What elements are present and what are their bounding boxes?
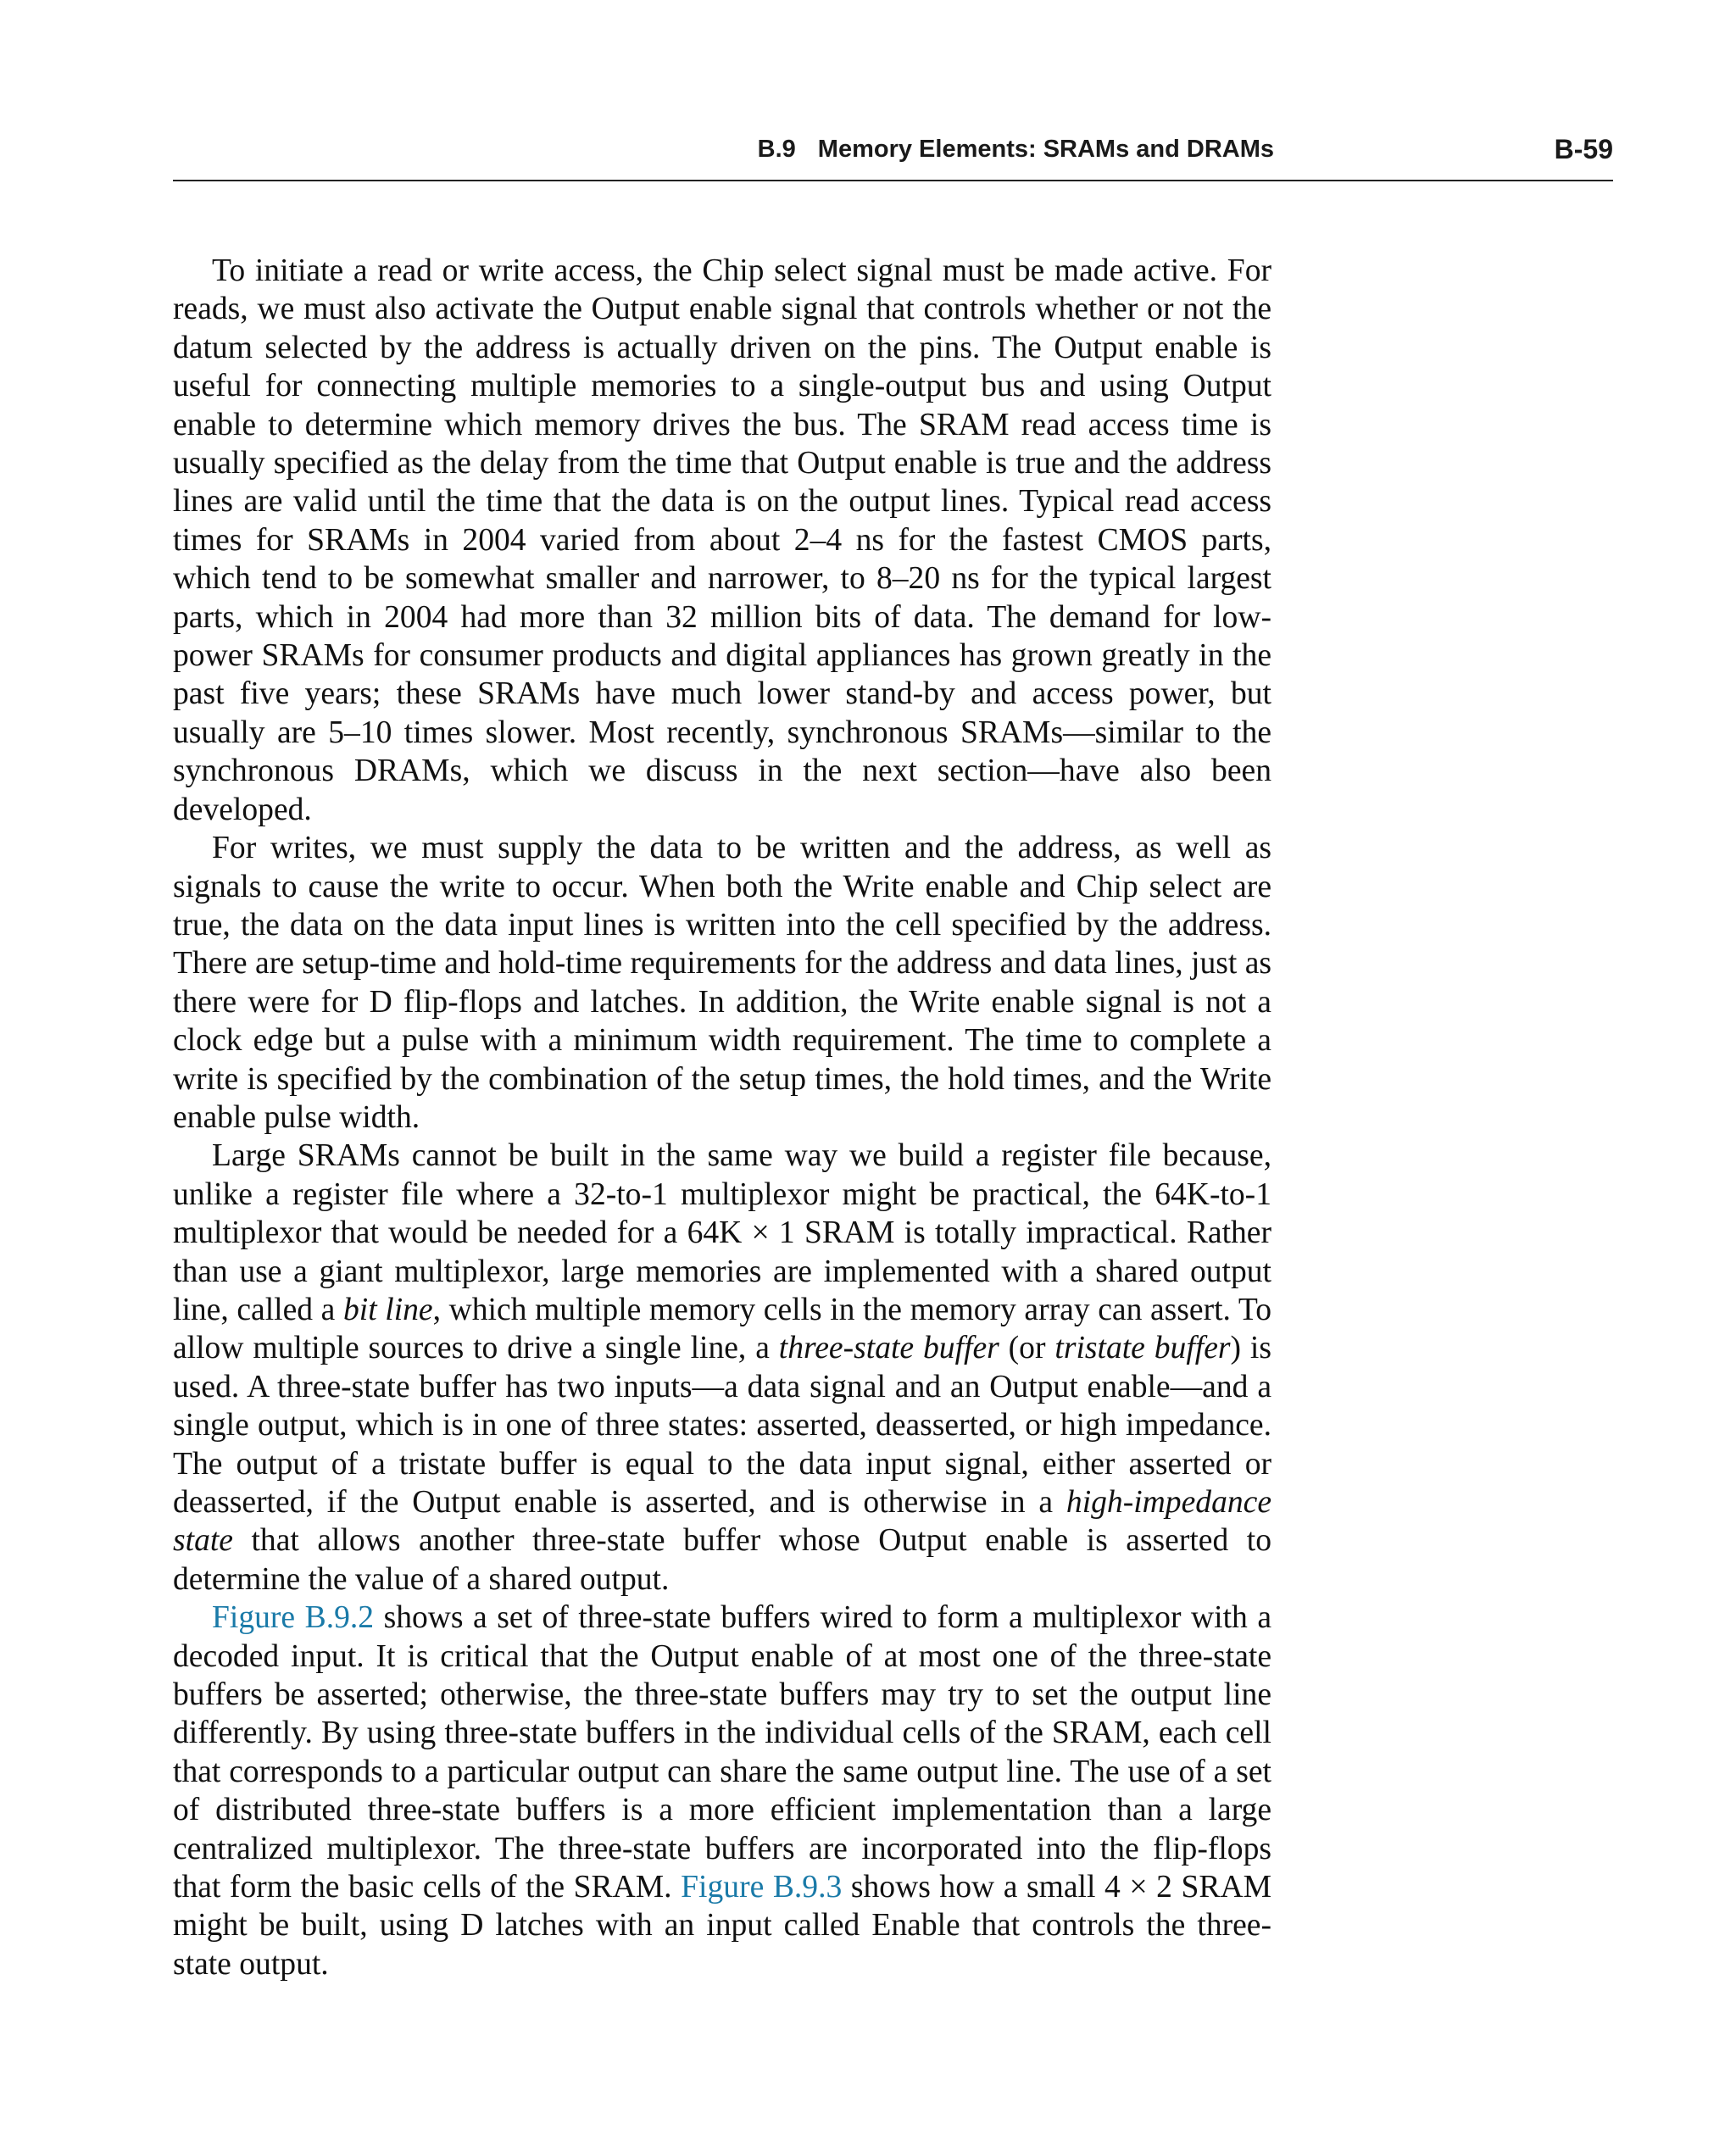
- text-run: To initiate a read or write access, the Chip select signal must be made active. For reads, we must also activate the Output enable signal that controls whether or not the datum selected by the address is actually driven on the pins. The Output enable is useful for connecting multiple memories to a single-output bus and using Output enable to determine which memory drives the bus. The SRAM read access time is usually specified as the delay from the time that Output enable is true and the address lines are valid until the time that the data is on the output lines. Typical read access times for SRAMs in 2004 varied from about 2–4 ns for the fastest CMOS parts, which tend to be somewhat smaller and narrower, to 8–20 ns for the typical largest parts, which in 2004 had more than 32 million bits of data. The demand for low-power SRAMs for consumer products and digital appliances has grown greatly in the past five years; these SRAMs have much lower stand-by and access power, but usually are 5–10 times slower. Most recently, synchronous SRAMs—similar to the synchronous DRAMs, which we discuss in the next section—have also been developed.: [173, 253, 1271, 827]
- text-run: Large SRAMs cannot be built in the same way we build a register file because, unlike a register file where a 32-to-1 multiplexor might be practical, the 64K-to-1 multiplexor that would be needed for a 64K × 1 SRAM is totally impractical. Rather than use a giant multiplexor, large memories are implemented with a shared output line, called a: [173, 1138, 1271, 1327]
- figure-reference-link[interactable]: Figure B.9.3: [681, 1870, 843, 1905]
- paragraph: [173, 1599, 1271, 1983]
- text-run: shows a set of three-state buffers wired to form a multiplexor with a decoded input. It is critical that the Output enable of at most one of the three-state buffers be asserted; otherwise, the three-state buffers may try to set the output line differently. By using three-state buffers in the individual cells of the SRAM, each cell that corresponds to a particular output can share the same output line. The use of a set of distributed three-state buffers is a more efficient implementation than a large centralized multiplexor. The three-state buffers are incorporated into the flip-flops that form the basic cells of the SRAM.: [173, 1600, 1271, 1905]
- figure-reference-link[interactable]: Figure B.9.2: [212, 1600, 375, 1636]
- text-run: that allows another three-state buffer whose Output enable is asserted to determine the value of a shared output.: [173, 1523, 1271, 1597]
- italic-term: three-state buffer: [778, 1331, 999, 1366]
- text-run: shows how a small 4 × 2 SRAM might be built, using D latches with an input called Enable that controls the three-state output.: [173, 1870, 1271, 1982]
- text-run: ) is used. A three-state buffer has two inputs—a data signal and an Output enable—and a single output, which is in one of three states: asserted, deasserted, or high impedance. The output of a tristate buffer is equal to the data input signal, either asserted or deasserted, if the Output enable is asserted, and is otherwise in a: [173, 1331, 1271, 1520]
- italic-term: high-impedance state: [173, 1485, 1271, 1559]
- italic-term: tristate buffer: [1054, 1331, 1231, 1366]
- body-text: [173, 252, 1271, 1983]
- running-head: [0, 127, 1613, 168]
- text-run: (or: [999, 1331, 1055, 1366]
- paragraph: [173, 1137, 1271, 1599]
- italic-term: bit line: [342, 1292, 433, 1327]
- paragraph: [173, 252, 1271, 829]
- header-rule: [173, 180, 1613, 181]
- text-run: For writes, we must supply the data to be written and the address, as well as signals to cause the write to occur. When both the Write enable and Chip select are true, the data on the data input lines is written into the cell specified by the address. There are setup-time and hold-time requirements for the address and data lines, just as there were for D flip-flops and latches. In addition, the Write enable signal is not a clock edge but a pulse with a minimum width requirement. The time to complete a write is specified by the combination of the setup times, the hold times, and the Write enable pulse width.: [173, 831, 1272, 1135]
- text-run: , which multiple memory cells in the memory array can assert. To allow multiple sources to drive a single line, a: [173, 1292, 1271, 1366]
- paragraph: [173, 829, 1271, 1137]
- section-number: B.9: [757, 136, 796, 163]
- section-title: Memory Elements: SRAMs and DRAMs: [817, 136, 1274, 163]
- page-number: B-59: [1554, 134, 1613, 164]
- section-heading: [758, 136, 1274, 164]
